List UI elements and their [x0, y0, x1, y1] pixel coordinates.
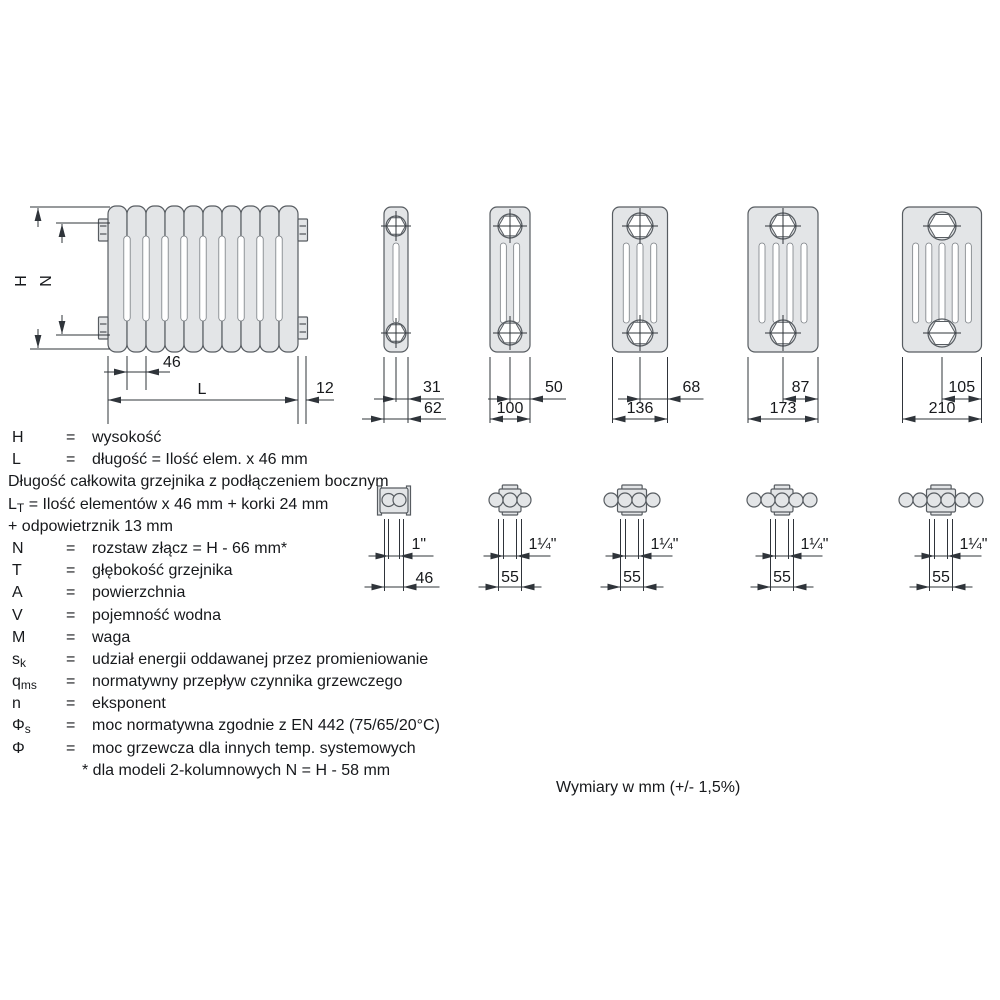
- legend-equals: =: [66, 739, 76, 757]
- cross-section-5-column: [748, 207, 818, 423]
- legend-symbol: $\Phi_s$: [12, 717, 31, 737]
- legend-equals: =: [66, 451, 76, 469]
- legend-row-L: [8, 449, 440, 471]
- dim-thread-2-column: 1": [411, 536, 427, 553]
- dim-depth-210: 210: [928, 400, 956, 417]
- legend-symbol-subscript: T: [16, 500, 25, 515]
- dim-half-31: 31: [423, 379, 441, 396]
- legend-equals: =: [66, 539, 76, 557]
- legend-symbol: H: [12, 429, 24, 446]
- legend-description: długość = Ilość elem. x 46 mm: [92, 451, 308, 469]
- top-view-5-column: [747, 485, 828, 591]
- legend-row-Φs: [8, 715, 440, 737]
- cross-section-4-column: [613, 207, 704, 423]
- dimensions-note: Wymiary w mm (+/- 1,5%): [556, 779, 741, 796]
- dim-hub-55: 55: [501, 569, 519, 586]
- dim-thread-4-column: 1¼": [650, 536, 679, 553]
- legend-description: moc grzewcza dla innych temp. systemowych: [92, 739, 416, 757]
- legend-note-2: [8, 471, 440, 493]
- legend-symbol-subscript: ms: [20, 678, 37, 693]
- legend-row-T: [8, 560, 440, 582]
- legend-symbol: $s_k$: [12, 650, 26, 670]
- dim-thread-3-column: 1¼": [528, 536, 557, 553]
- top-view-4-column: [601, 485, 679, 591]
- legend-row-M: [8, 627, 440, 649]
- legend-row-Φ: [8, 738, 440, 760]
- legend-symbol: N: [12, 539, 24, 557]
- legend-description: eksponent: [92, 695, 166, 713]
- label-pitch-N: N: [38, 275, 55, 287]
- dim-half-87: 87: [791, 379, 810, 396]
- dim-hub-55: 55: [932, 569, 950, 586]
- dim-hub-55: 55: [773, 569, 791, 586]
- legend-row-V: [8, 605, 440, 627]
- dim-element-pitch-46: 46: [163, 354, 181, 371]
- legend-symbol: A: [12, 584, 23, 602]
- top-view-3-column: [479, 485, 557, 591]
- label-height-H: H: [13, 275, 30, 287]
- legend-row-A: [8, 582, 440, 604]
- legend-description: wysokość: [92, 429, 162, 446]
- dim-depth-136: 136: [626, 400, 654, 417]
- legend-row-H: [8, 427, 440, 449]
- legend-equals: =: [66, 606, 76, 624]
- dim-thread-5-column: 1¼": [800, 536, 829, 553]
- legend-row-qms: [8, 671, 440, 693]
- legend-description: moc normatywna zgodnie z EN 442 (75/65/20°C): [92, 717, 440, 735]
- cross-section-3-column: [488, 207, 566, 423]
- dim-half-68: 68: [682, 379, 701, 396]
- legend-text: Długość całkowita grzejnika z podłączeniem bocznym: [8, 473, 389, 491]
- legend-row-n: [8, 693, 440, 715]
- legend-symbol: $q_{ms}$: [12, 673, 37, 693]
- legend-equals: =: [66, 650, 76, 668]
- legend-equals: =: [66, 717, 76, 735]
- symbol-legend: [8, 427, 440, 782]
- legend-description: normatywny przepływ czynnika grzewczego: [92, 673, 403, 691]
- legend-symbol: $L_T$: [8, 495, 25, 515]
- legend-equals: =: [66, 562, 76, 580]
- legend-note-15: [8, 760, 440, 782]
- legend-text: + odpowietrznik 13 mm: [8, 517, 173, 535]
- legend-row-sk: [8, 649, 440, 671]
- dim-depth-100: 100: [496, 400, 524, 417]
- legend-note-4: [8, 516, 440, 538]
- dim-half-50: 50: [545, 379, 563, 396]
- dim-hub-55: 55: [623, 569, 641, 586]
- top-view-6-column: [899, 485, 987, 591]
- legend-description: głębokość grzejnika: [92, 562, 233, 580]
- cross-section-2-column: [362, 207, 446, 423]
- cross-section-6-column: [903, 207, 982, 423]
- legend-symbol: V: [12, 606, 23, 624]
- legend-description: powierzchnia: [92, 584, 186, 602]
- dim-depth-173: 173: [769, 400, 797, 417]
- legend-symbol: n: [12, 695, 21, 713]
- legend-symbol-subscript: k: [20, 655, 26, 670]
- legend-equals: =: [66, 584, 76, 602]
- legend-description: pojemność wodna: [92, 606, 221, 624]
- legend-description: = Ilość elementów x 46 mm + korki 24 mm: [24, 495, 329, 513]
- dim-half-105: 105: [948, 379, 976, 396]
- front-view-radiator: [99, 206, 308, 352]
- legend-symbol: Φ: [12, 739, 25, 757]
- legend-symbol: M: [12, 628, 26, 646]
- legend-symbol: L: [12, 451, 21, 469]
- legend-description: udział energii oddawanej przez promieniowanie: [92, 650, 429, 668]
- dim-depth-62: 62: [424, 400, 442, 417]
- legend-row-N: [8, 538, 440, 560]
- legend-symbol: T: [12, 562, 22, 580]
- legend-description: rozstaw złącz = H - 66 mm*: [92, 539, 288, 557]
- dim-hub-46: 46: [415, 570, 434, 587]
- legend-equals: =: [66, 429, 76, 446]
- legend-equals: =: [66, 695, 76, 713]
- dim-side-12: 12: [316, 380, 334, 397]
- legend-symbol-subscript: s: [24, 722, 31, 737]
- legend-description: waga: [92, 628, 131, 646]
- dim-thread-6-column: 1¼": [959, 536, 988, 553]
- legend-row-LT: [8, 494, 440, 516]
- legend-equals: =: [66, 628, 76, 646]
- legend-equals: =: [66, 673, 76, 691]
- legend-text: * dla modeli 2-kolumnowych N = H - 58 mm: [82, 761, 391, 779]
- dim-length-L: L: [197, 381, 207, 398]
